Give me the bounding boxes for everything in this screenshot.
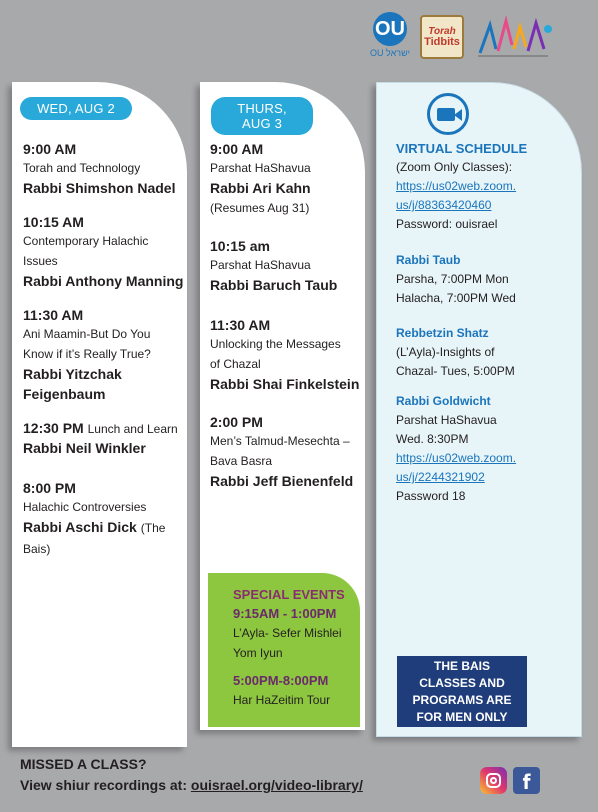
video-library-link[interactable]: ouisrael.org/video-library/ xyxy=(190,777,363,793)
special-event-time: 9:15AM - 1:00PM xyxy=(233,606,337,621)
virtual-schedule-intro xyxy=(396,139,578,234)
session-rabbi: Rabbi Yitzchak xyxy=(23,366,122,382)
session-time: 2:00 PM xyxy=(210,414,263,430)
session-item xyxy=(210,316,362,394)
footer-recordings-line xyxy=(20,775,363,796)
video-camera-icon-lens xyxy=(454,109,462,121)
virtual-schedule-column xyxy=(376,82,582,737)
torah-tidbits-line2: Tidbits xyxy=(424,35,460,48)
session-time: 9:00 AM xyxy=(210,141,264,157)
thursday-column xyxy=(200,82,365,730)
jerusalem-municipality-logo xyxy=(474,15,554,59)
zoom-link-line[interactable]: us/j/88363420460 xyxy=(396,198,492,212)
rebbetzin-shatz-name: Rebbetzin Shatz xyxy=(396,326,489,340)
rabbi-goldwicht-block xyxy=(396,392,578,506)
rebbetzin-shatz-block xyxy=(396,324,578,381)
session-rabbi: Rabbi Ari Kahn xyxy=(210,180,311,196)
date-pill-wed: WED, AUG 2 xyxy=(20,97,132,120)
rebbetzin-shatz-line: Chazal- Tues, 5:00PM xyxy=(396,364,515,378)
special-event-line: Yom Iyun xyxy=(233,646,283,660)
session-rabbi: Feigenbaum xyxy=(23,386,106,402)
video-camera-icon xyxy=(427,93,469,135)
wednesday-column xyxy=(12,82,187,747)
session-rabbi-name: Rabbi Aschi Dick xyxy=(23,519,137,535)
zoom-intro-text: (Zoom Only Classes): xyxy=(396,160,513,174)
video-camera-icon-body xyxy=(437,108,455,121)
session-time: 11:30 AM xyxy=(23,307,84,323)
men-only-notice: THE BAIS CLASSES AND PROGRAMS ARE FOR MEN ONLY xyxy=(397,656,527,727)
session-time: 11:30 AM xyxy=(210,317,271,333)
session-topic: Contemporary Halachic xyxy=(23,234,149,248)
footer xyxy=(20,754,363,796)
torah-tidbits-line1: Torah xyxy=(428,25,456,37)
session-topic: Bava Basra xyxy=(210,454,273,468)
session-time: 10:15 AM xyxy=(23,214,84,230)
session-time-value: 12:30 PM xyxy=(23,420,84,436)
rebbetzin-shatz-line: (L’Ayla)-Insights of xyxy=(396,345,495,359)
rabbi-taub-name: Rabbi Taub xyxy=(396,253,461,267)
session-time: 8:00 PM xyxy=(23,480,76,496)
rabbi-goldwicht-name: Rabbi Goldwicht xyxy=(396,394,491,408)
zoom-password: Password: ouisrael xyxy=(396,217,498,231)
session-rabbi xyxy=(23,517,188,559)
session-rabbi: Rabbi Anthony Manning xyxy=(23,273,184,289)
session-item xyxy=(23,213,188,291)
special-events-box xyxy=(208,573,360,727)
session-item xyxy=(23,140,188,198)
torah-tidbits-logo xyxy=(420,15,464,59)
session-item xyxy=(210,237,362,295)
rabbi-taub-line: Parsha, 7:00PM Mon xyxy=(396,272,509,286)
rabbi-goldwicht-line: Parshat HaShavua xyxy=(396,413,497,427)
session-item xyxy=(23,306,188,404)
social-icons xyxy=(480,767,540,794)
session-rabbi-extra: (The Bais) xyxy=(23,521,166,556)
session-rabbi: Rabbi Jeff Bienenfeld xyxy=(210,473,354,489)
session-topic: Men’s Talmud-Mesechta – xyxy=(210,434,350,448)
session-topic: Unlocking the Messages xyxy=(210,337,341,351)
session-topic: Know if it’s Really True? xyxy=(23,347,151,361)
session-time: 10:15 am xyxy=(210,238,270,254)
session-topic: Parshat HaShavua xyxy=(210,161,311,175)
special-event-line: Har HaZeitim Tour xyxy=(233,693,331,707)
session-time xyxy=(23,419,188,438)
rabbi-taub-line: Halacha, 7:00PM Wed xyxy=(396,291,516,305)
session-item xyxy=(23,419,188,458)
session-item xyxy=(210,413,362,491)
ou-logo xyxy=(370,12,410,62)
special-event-line: L’Ayla- Sefer Mishlei xyxy=(233,626,342,640)
zoom-link-line[interactable]: https://us02web.zoom. xyxy=(396,451,517,465)
zoom-password: Password 18 xyxy=(396,489,466,503)
session-topic: of Chazal xyxy=(210,357,261,371)
session-topic: Torah and Technology xyxy=(23,161,141,175)
session-topic: Ani Maamin-But Do You xyxy=(23,327,151,341)
session-topic: Halachic Controversies xyxy=(23,500,147,514)
session-topic: Parshat HaShavua xyxy=(210,258,311,272)
zoom-link-line[interactable]: https://us02web.zoom. xyxy=(396,179,517,193)
logo-strip xyxy=(370,12,554,62)
session-rabbi: Rabbi Baruch Taub xyxy=(210,277,338,293)
session-note: (Resumes Aug 31) xyxy=(210,201,310,215)
footer-missed-class: MISSED A CLASS? xyxy=(20,756,147,772)
virtual-schedule-title: VIRTUAL SCHEDULE xyxy=(396,141,528,156)
session-rabbi: Rabbi Shimshon Nadel xyxy=(23,180,176,196)
zoom-link-line[interactable]: us/j/2244321902 xyxy=(396,470,485,484)
special-events-title: SPECIAL EVENTS xyxy=(233,587,345,602)
session-item xyxy=(23,479,188,559)
facebook-icon[interactable]: f xyxy=(513,767,540,794)
instagram-icon[interactable] xyxy=(480,767,507,794)
rabbi-goldwicht-line: Wed. 8:30PM xyxy=(396,432,469,446)
ou-logo-mark: OU xyxy=(373,12,407,46)
session-rabbi: Rabbi Neil Winkler xyxy=(23,440,146,456)
date-pill-thurs: THURS, AUG 3 xyxy=(211,97,313,135)
session-topic: Issues xyxy=(23,254,58,268)
ou-logo-subtitle: OU ישראל xyxy=(370,48,410,58)
session-time: 9:00 AM xyxy=(23,141,77,157)
footer-recordings-prefix: View shiur recordings at: xyxy=(20,777,191,793)
session-time-extra: Lunch and Learn xyxy=(87,422,178,436)
session-rabbi: Rabbi Shai Finkelstein xyxy=(210,376,360,392)
session-item xyxy=(210,140,362,218)
special-event-time: 5:00PM-8:00PM xyxy=(233,673,329,688)
rabbi-taub-block xyxy=(396,251,578,308)
